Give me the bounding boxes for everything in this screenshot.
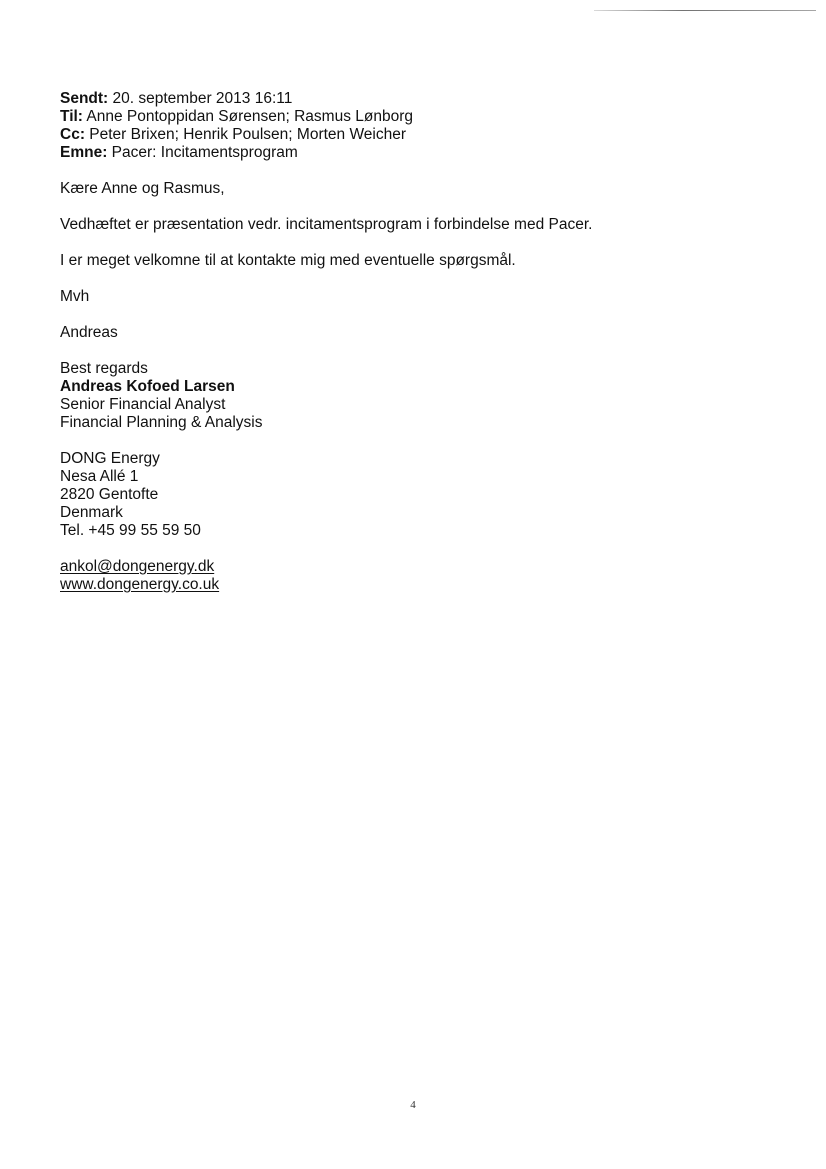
greeting: Kære Anne og Rasmus, — [60, 180, 225, 197]
cc-value: Peter Brixen; Henrik Poulsen; Morten Weicher — [84, 126, 407, 143]
to-line — [60, 108, 780, 126]
signature-title: Senior Financial Analyst — [60, 396, 226, 413]
subject-label: Emne: — [60, 144, 108, 161]
to-value: Anne Pontoppidan Sørensen; Rasmus Lønborg — [82, 108, 413, 125]
to-label: Til: — [60, 108, 83, 125]
cc-line — [60, 126, 780, 144]
sent-value: 20. september 2013 16:11 — [108, 90, 293, 107]
signature-city: 2820 Gentofte — [60, 486, 159, 503]
signature-department: Financial Planning & Analysis — [60, 414, 263, 431]
closing: Mvh — [60, 288, 90, 305]
top-divider-line — [594, 10, 816, 11]
signature-country: Denmark — [60, 504, 123, 521]
body-paragraph-1: Vedhæftet er præsentation vedr. incitamentsprogram i forbindelse med Pacer. — [60, 216, 593, 233]
signature-phone: Tel. +45 99 55 59 50 — [60, 522, 201, 539]
signature-email-link[interactable]: ankol@dongenergy.dk — [60, 558, 215, 575]
sent-line — [60, 90, 780, 108]
signature-name: Andreas Kofoed Larsen — [60, 378, 235, 395]
email-printout — [60, 90, 780, 594]
sender-first-name: Andreas — [60, 324, 118, 341]
signature-street: Nesa Allé 1 — [60, 468, 139, 485]
signature-regards: Best regards — [60, 360, 148, 377]
email-header — [60, 90, 780, 162]
body-paragraph-2: I er meget velkomne til at kontakte mig med eventuelle spørgsmål. — [60, 252, 516, 269]
page-number: 4 — [410, 1099, 416, 1111]
signature — [60, 360, 780, 594]
subject-line — [60, 144, 780, 162]
cc-label: Cc: — [60, 126, 85, 143]
signature-website-link[interactable]: www.dongenergy.co.uk — [60, 576, 220, 593]
sent-label: Sendt: — [60, 90, 109, 107]
subject-value: Pacer: Incitamentsprogram — [107, 144, 298, 161]
signature-company: DONG Energy — [60, 450, 160, 467]
